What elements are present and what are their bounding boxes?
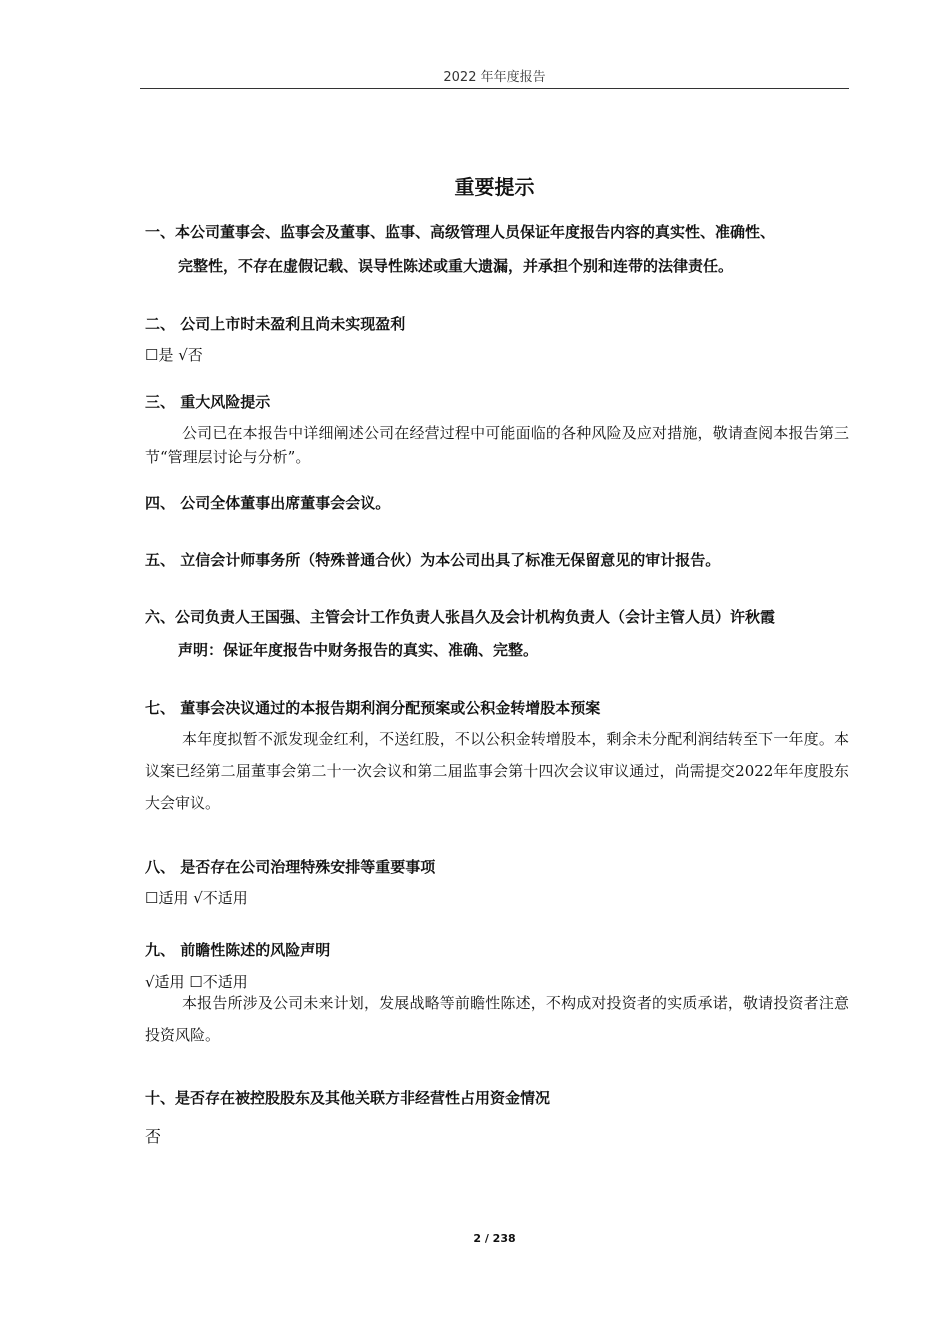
header-divider	[140, 88, 849, 89]
item-10-heading: 十、是否存在被控股股东及其他关联方非经营性占用资金情况	[145, 1089, 551, 1107]
item-4-heading: 四、 公司全体董事出席董事会会议。	[145, 494, 391, 512]
item-8-options: ☐适用 √不适用	[145, 889, 248, 907]
item-2-heading: 二、 公司上市时未盈利且尚未实现盈利	[145, 315, 406, 333]
item-7-body: 本年度拟暂不派发现金红利，不送红股，不以公积金转增股本，剩余未分配利润结转至下一年度。本议案已经第二届董事会第二十一次会议和第二届监事会第十四次会议审议通过，尚需提交2022年年度股东大会审议。	[145, 730, 849, 812]
page-number: 2 / 238	[473, 1232, 516, 1245]
item-9-body: 本报告所涉及公司未来计划，发展战略等前瞻性陈述，不构成对投资者的实质承诺，敬请投资者注意投资风险。	[145, 994, 849, 1044]
item-6-line-2: 声明：保证年度报告中财务报告的真实、准确、完整。	[178, 641, 539, 659]
item-1-line-1: 一、本公司董事会、监事会及董事、监事、高级管理人员保证年度报告内容的真实性、准确性、	[145, 223, 776, 241]
item-2-options: ☐是 √否	[145, 346, 203, 364]
item-8-heading: 八、 是否存在公司治理特殊安排等重要事项	[145, 858, 436, 876]
item-10-answer: 否	[145, 1127, 162, 1146]
report-header: 2022 年年度报告	[443, 70, 546, 85]
item-9-options: √适用 ☐不适用	[145, 973, 248, 991]
item-3-heading: 三、 重大风险提示	[145, 393, 271, 411]
page-title: 重要提示	[454, 175, 535, 199]
item-1-line-2: 完整性，不存在虚假记载、误导性陈述或重大遗漏，并承担个别和连带的法律责任。	[178, 257, 734, 275]
item-7-heading: 七、 董事会决议通过的本报告期利润分配预案或公积金转增股本预案	[145, 699, 601, 717]
item-3-body: 公司已在本报告中详细阐述公司在经营过程中可能面临的各种风险及应对措施，敬请查阅本报告第三节“管理层讨论与分析”。	[145, 424, 849, 466]
item-5-heading: 五、 立信会计师事务所（特殊普通合伙）为本公司出具了标准无保留意见的审计报告。	[145, 551, 721, 569]
item-6-line-1: 六、公司负责人王国强、主管会计工作负责人张昌久及会计机构负责人（会计主管人员）许秋霞	[145, 608, 776, 626]
item-9-heading: 九、 前瞻性陈述的风险声明	[145, 941, 331, 959]
